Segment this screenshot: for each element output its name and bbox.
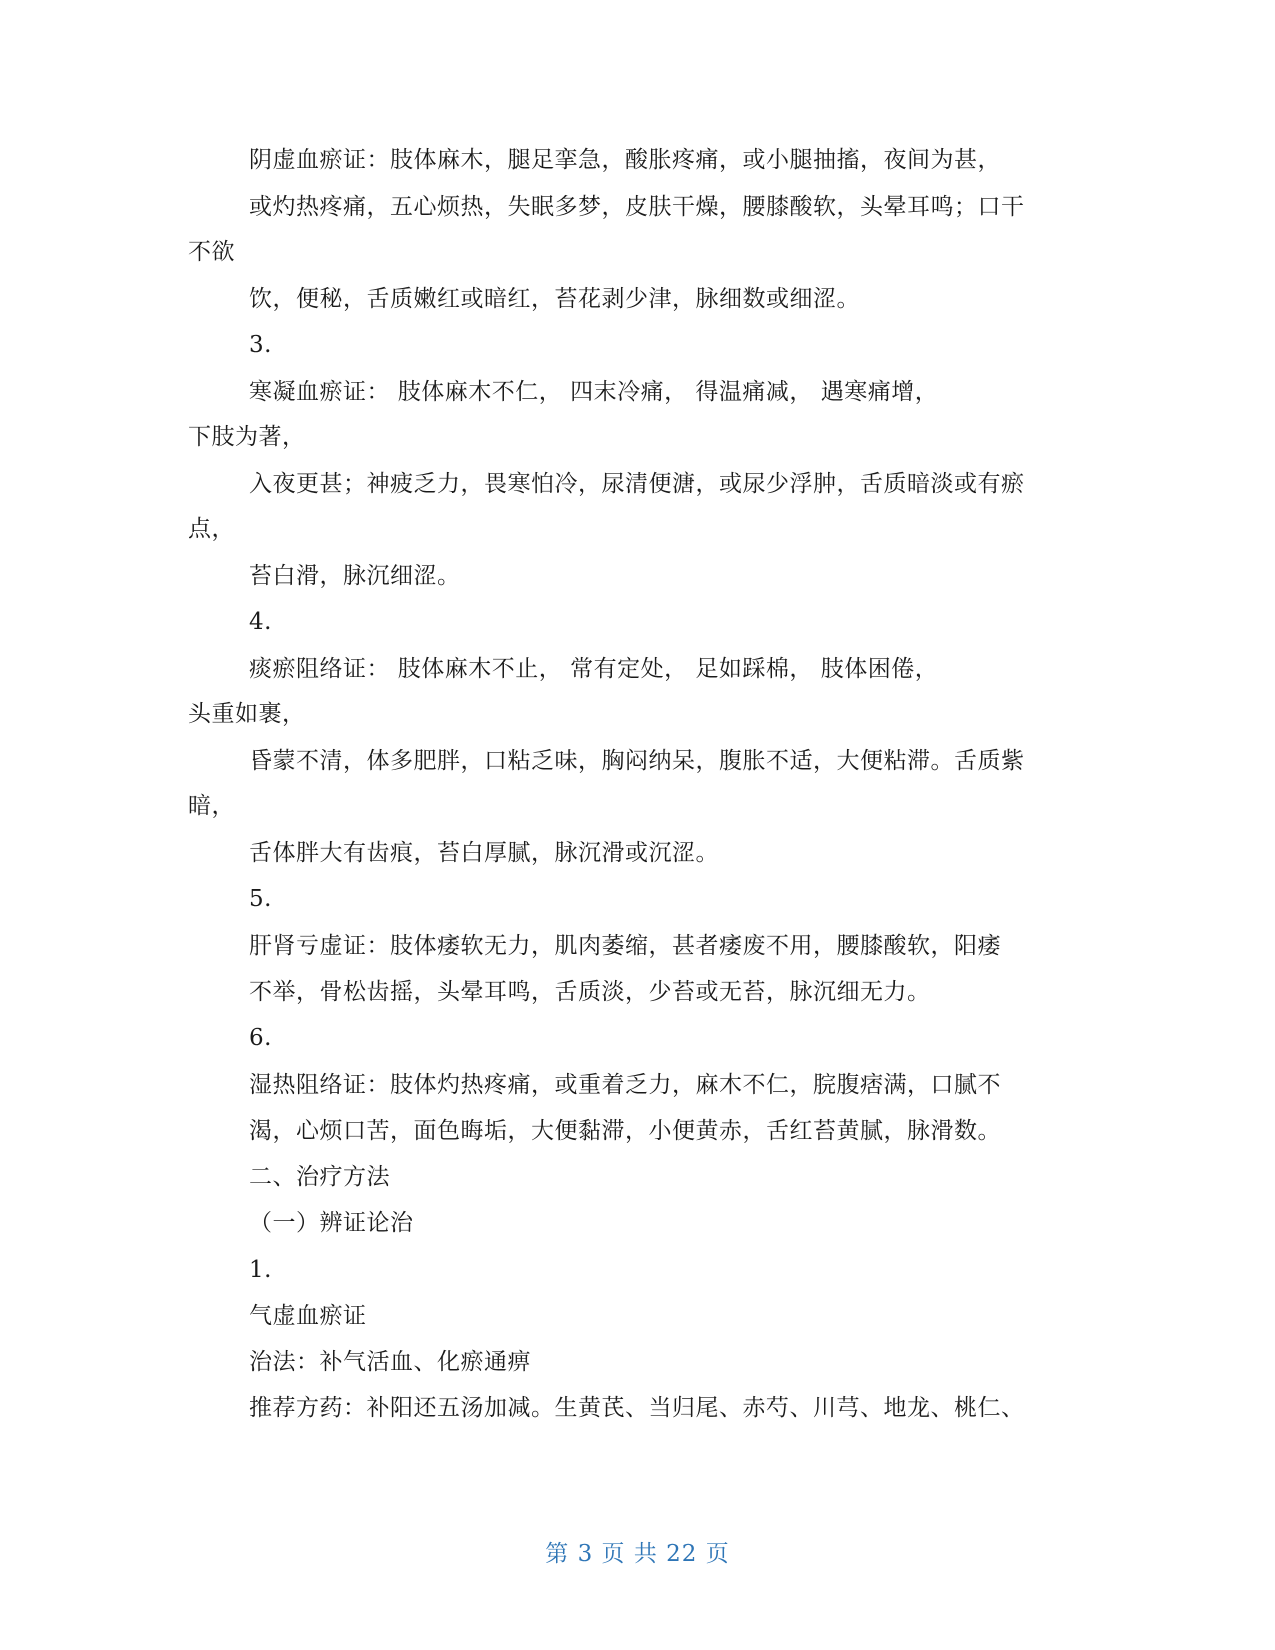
text-line: 舌体胖大有齿痕，苔白厚腻，脉沉滑或沉涩。 (249, 840, 719, 866)
text-line: 痰瘀阻络证： 肢体麻木不止， 常有定处， 足如踩棉， 肢体困倦， (249, 656, 939, 682)
text-line: 下肢为著， (188, 424, 306, 450)
text-line: 湿热阻络证：肢体灼热疼痛，或重着乏力，麻木不仁，脘腹痞满，口腻不 (249, 1072, 1001, 1098)
text-line: 入夜更甚；神疲乏力，畏寒怕冷，尿清便溏，或尿少浮肿，舌质暗淡或有瘀 (249, 471, 1025, 497)
page-footer: 第 3 页 共 22 页 (545, 1541, 730, 1567)
list-number: 5. (249, 886, 272, 912)
text-line: 不欲 (188, 239, 235, 265)
list-number: 6. (249, 1025, 272, 1051)
text-line: 点， (188, 516, 235, 542)
list-number: 4. (249, 609, 272, 635)
subsection-heading: （一）辨证论治 (249, 1210, 414, 1236)
section-heading: 二、治疗方法 (249, 1164, 390, 1190)
text-line: 寒凝血瘀证： 肢体麻木不仁， 四末冷痛， 得温痛减， 遇寒痛增， (249, 379, 939, 405)
text-line: 昏蒙不清，体多肥胖，口粘乏味，胸闷纳呆，腹胀不适，大便粘滞。舌质紫 (249, 748, 1025, 774)
list-number: 1. (249, 1257, 272, 1283)
text-line: 暗， (188, 793, 235, 819)
text-line: 苔白滑，脉沉细涩。 (249, 563, 461, 589)
text-line: 渴，心烦口苦，面色晦垢，大便黏滞，小便黄赤，舌红苔黄腻，脉滑数。 (249, 1118, 1001, 1144)
text-line: 气虚血瘀证 (249, 1303, 367, 1329)
text-line: 治法：补气活血、化瘀通痹 (249, 1349, 531, 1375)
text-line: 肝肾亏虚证：肢体痿软无力，肌肉萎缩，甚者痿废不用，腰膝酸软，阳痿 (249, 933, 1001, 959)
text-line: 头重如裹， (188, 701, 306, 727)
list-number: 3. (249, 332, 272, 358)
text-line: 推荐方药：补阳还五汤加减。生黄芪、当归尾、赤芍、川芎、地龙、桃仁、 (249, 1395, 1025, 1421)
text-line: 阴虚血瘀证：肢体麻木，腿足挛急，酸胀疼痛，或小腿抽搐，夜间为甚， (249, 147, 1001, 173)
text-line: 饮，便秘，舌质嫩红或暗红，苔花剥少津，脉细数或细涩。 (249, 286, 860, 312)
text-line: 或灼热疼痛，五心烦热，失眠多梦，皮肤干燥，腰膝酸软，头晕耳鸣；口干 (249, 194, 1025, 220)
text-line: 不举，骨松齿摇，头晕耳鸣，舌质淡，少苔或无苔，脉沉细无力。 (249, 979, 931, 1005)
